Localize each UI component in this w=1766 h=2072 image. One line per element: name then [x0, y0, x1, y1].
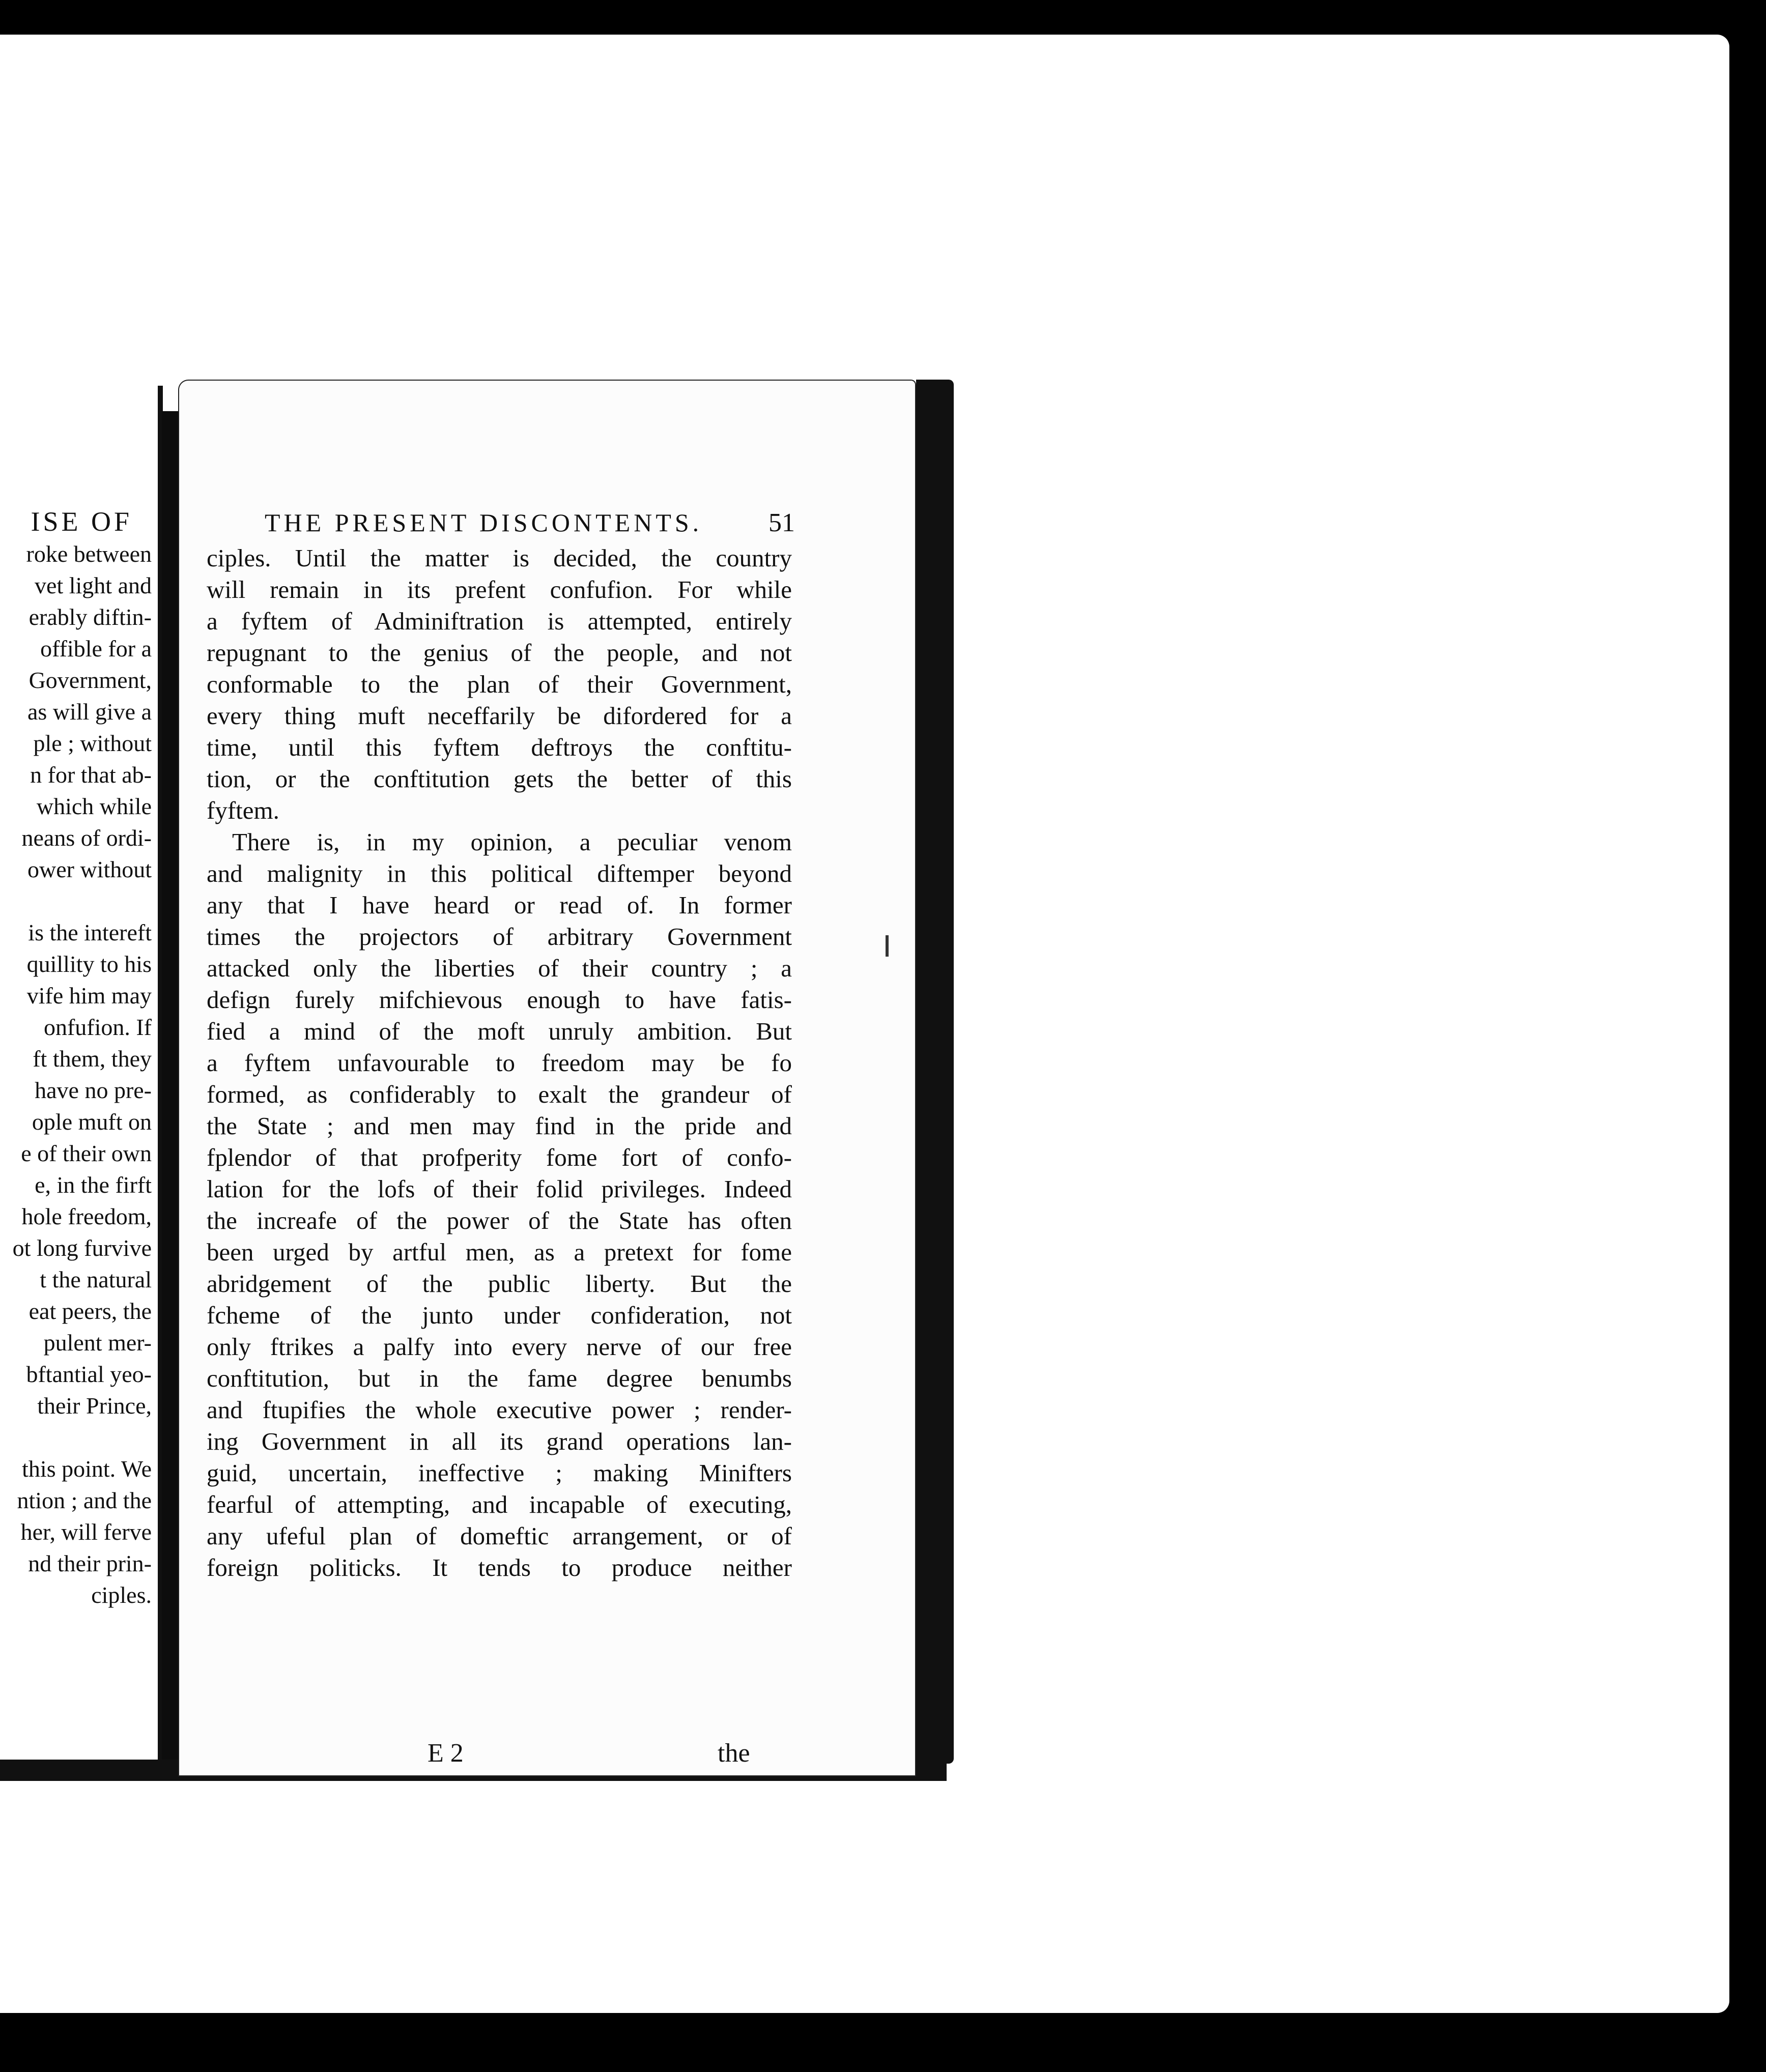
text-line: ing Government in all its grand operations lan-: [207, 1427, 792, 1455]
text-line: ciples. Until the matter is decided, the country: [207, 544, 792, 572]
text-line: There is, in my opinion, a peculiar venom: [232, 828, 792, 856]
left-text-line: neans of ordi-: [21, 825, 152, 851]
text-line: fplendor of that profperity fome fort of confo-: [207, 1143, 792, 1171]
text-line: repugnant to the genius of the people, and not: [207, 639, 792, 667]
microfilm-frame: [0, 35, 1729, 2013]
text-line: tion, or the conftitution gets the better of this: [207, 765, 792, 793]
left-text-line: e, in the firft: [35, 1172, 152, 1198]
stray-mark: [886, 935, 889, 957]
left-text-line: ower without: [27, 856, 152, 882]
left-text-line: ople muft on: [32, 1109, 152, 1135]
left-text-line: ft them, they: [33, 1046, 152, 1072]
left-text-line: this point. We: [22, 1456, 152, 1482]
left-text-line: t the natural: [40, 1267, 152, 1292]
right-page: [178, 380, 916, 1776]
left-text-line: quillity to his: [26, 951, 152, 977]
left-running-head: ISE OF: [31, 506, 132, 537]
left-page-text: [0, 538, 152, 1611]
left-text-line: hole freedom,: [21, 1203, 152, 1229]
left-text-line: vife him may: [26, 983, 152, 1009]
left-text-line: e of their own: [21, 1140, 152, 1166]
left-text-line: Government,: [29, 667, 152, 693]
left-text-line: erably diftin-: [29, 604, 152, 630]
text-line: conftitution, but in the fame degree benumbs: [207, 1364, 792, 1392]
text-line: attacked only the liberties of their country ; a: [207, 954, 792, 982]
left-text-line: eat peers, the: [29, 1298, 152, 1324]
text-line: the increafe of the power of the State has often: [207, 1206, 792, 1234]
page-block-edge: [916, 380, 954, 1764]
text-line: foreign politicks. It tends to produce neither: [207, 1553, 792, 1581]
left-text-line: [0, 885, 152, 917]
running-head: THE PRESENT DISCONTENTS.: [265, 508, 703, 537]
left-text-line: ple ; without: [33, 730, 152, 756]
catchword: the: [718, 1739, 750, 1768]
text-line: and malignity in this political diftemper beyond: [207, 859, 792, 887]
text-line: defign furely mifchievous enough to have fatis-: [207, 986, 792, 1014]
signature-mark: E 2: [428, 1739, 464, 1768]
text-line: a fyftem unfavourable to freedom may be fo: [207, 1049, 792, 1077]
text-line: will remain in its prefent confufion. For while: [207, 575, 792, 603]
text-line: and ftupifies the whole executive power ; render-: [207, 1396, 792, 1424]
left-text-line: offible for a: [40, 636, 152, 661]
text-line: fcheme of the junto under confideration, not: [207, 1301, 792, 1329]
text-line: the State ; and men may find in the pride and: [207, 1112, 792, 1140]
text-line: time, until this fyftem deftroys the conftitu-: [207, 733, 792, 761]
left-text-line: as will give a: [27, 699, 152, 725]
text-line: fyftem.: [207, 796, 279, 824]
left-text-line: have no pre-: [35, 1077, 152, 1103]
left-text-line: is the intereft: [28, 919, 152, 945]
text-line: any that I have heard or read of. In former: [207, 891, 792, 919]
left-page: [0, 386, 163, 1780]
text-line: guid, uncertain, ineffective ; making Minifters: [207, 1459, 792, 1487]
text-line: conformable to the plan of their Government,: [207, 670, 792, 698]
text-line: formed, as confiderably to exalt the grandeur of: [207, 1080, 792, 1108]
left-text-line: roke between: [26, 541, 152, 567]
page-number: 51: [768, 508, 795, 537]
left-text-line: pulent mer-: [43, 1330, 152, 1356]
left-text-line: bftantial yeo-: [26, 1361, 152, 1387]
left-text-line: nd their prin-: [28, 1550, 152, 1576]
text-line: fied a mind of the moft unruly ambition. But: [207, 1017, 792, 1045]
left-text-line: vet light and: [35, 572, 152, 598]
left-text-line: ot long furvive: [12, 1235, 152, 1261]
left-text-line: ciples.: [91, 1582, 152, 1608]
text-line: any ufeful plan of domeftic arrangement, or of: [207, 1522, 792, 1550]
text-line: a fyftem of Adminiftration is attempted, entirely: [207, 607, 792, 635]
left-text-line: ntion ; and the: [17, 1487, 152, 1513]
left-text-line: n for that ab-: [30, 762, 152, 788]
text-line: every thing muft neceffarily be difordered for a: [207, 702, 792, 730]
left-text-line: [0, 1422, 152, 1453]
text-line: been urged by artful men, as a pretext for fome: [207, 1238, 792, 1266]
text-line: times the projectors of arbitrary Government: [207, 923, 792, 951]
text-line: only ftrikes a palfy into every nerve of our free: [207, 1333, 792, 1361]
text-line: abridgement of the public liberty. But the: [207, 1270, 792, 1298]
left-text-line: her, will ferve: [20, 1519, 152, 1545]
text-line: lation for the lofs of their folid privileges. Indeed: [207, 1175, 792, 1203]
page-body-text: [207, 542, 792, 1584]
left-text-line: onfufion. If: [43, 1014, 152, 1040]
text-line: fearful of attempting, and incapable of executing,: [207, 1490, 792, 1518]
left-text-line: which while: [36, 793, 152, 819]
left-text-line: their Prince,: [37, 1393, 152, 1419]
